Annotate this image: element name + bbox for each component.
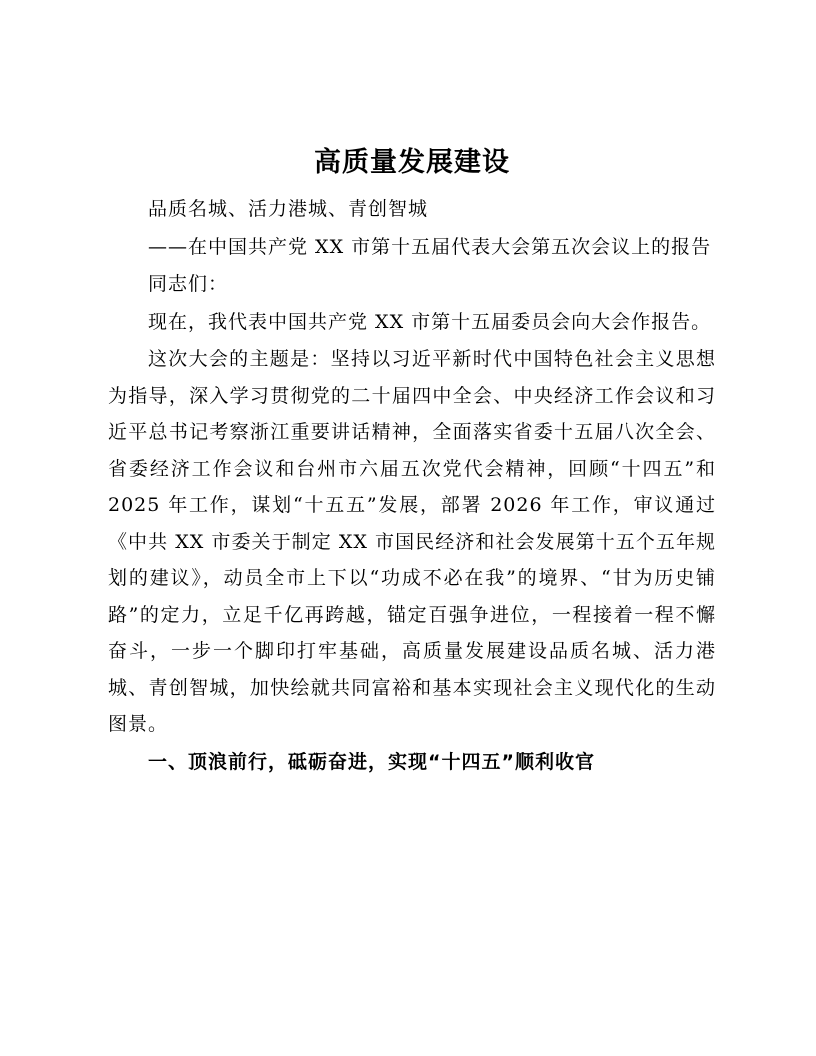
body-paragraph-1: 现在，我代表中国共产党 XX 市第十五届委员会向大会作报告。	[148, 310, 712, 333]
salutation: 同志们：	[148, 273, 229, 295]
document-subtitle-note: ——在中国共产党 XX 市第十五届代表大会第五次会议上的报告	[148, 235, 712, 258]
body-paragraph-2: 这次大会的主题是：坚持以习近平新时代中国特色社会主义思想为指导，深入学习贯彻党的二十届四中全会、中央经济工作会议和习近平总书记考察浙江重要讲话精神，全面落实省委十五届八次全会、省委经济工作会议和台州市六届五次党代会精神，回顾“十四五”和 2025 年工作，谋划“十五五”发展，部署 2026 年工作，审议通过《中共 XX 市委关于制定 XX 市国民经济和社会发展第十五个五年规划的建议》，动员全市上下以“功成不必在我”的境界、“甘为历史铺路”的定力，立足千亿再跨越，锚定百强争进位，一程接着一程不懈奋斗，一步一个脚印打牢基础，高质量发展建设品质名城、活力港城、青创智城，加快绘就共同富裕和基本实现社会主义现代化的生动图景。	[108, 348, 716, 735]
document-title: 高质量发展建设	[314, 147, 510, 178]
document-subtitle: 品质名城、活力港城、青创智城	[148, 198, 429, 220]
section-heading: 一、顶浪前行，砥砺奋进，实现“十四五”顺利收官	[148, 750, 595, 773]
document-page	[108, 143, 716, 780]
